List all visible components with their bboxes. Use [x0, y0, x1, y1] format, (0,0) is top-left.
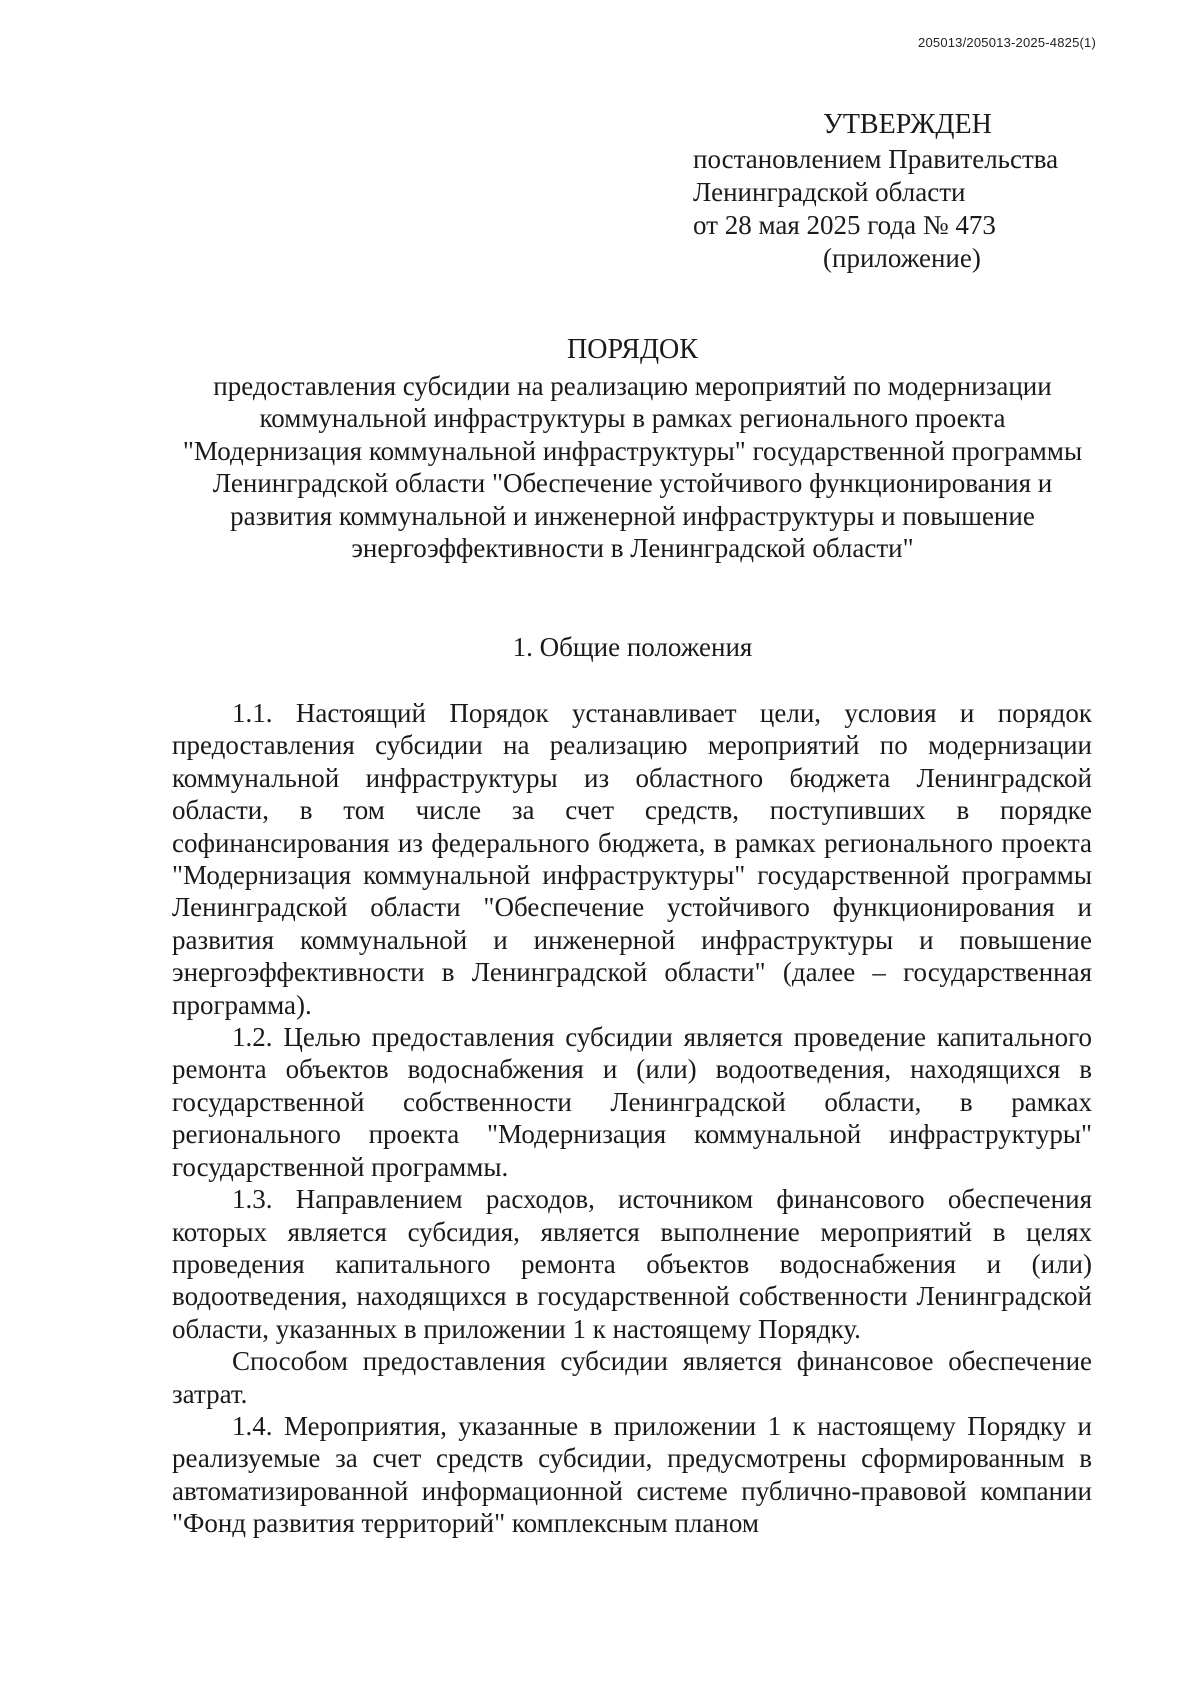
approval-stamp [693, 108, 1113, 275]
document-title-block [170, 334, 1095, 565]
document-title: ПОРЯДОК [567, 334, 698, 365]
document-subtitle: предоставления субсидии на реализацию мероприятий по модернизации коммунальной инфраструктуры в рамках регионального проекта "Модернизация коммунальной инфраструктуры" государственной программы Ленинградской области "Обеспечение устойчивого функционирования и развития коммунальной и инженерной инфраструктуры и повышение энергоэффективности в Ленинградской области" [182, 370, 1083, 563]
approval-line-4: (приложение) [823, 243, 981, 273]
approval-line-1: постановлением Правительства [693, 144, 1059, 174]
approval-line-3: от 28 мая 2025 года № 473 [693, 210, 996, 240]
paragraph-1-2: 1.2. Целью предоставления субсидии является проведение капитального ремонта объектов водоснабжения и (или) водоотведения, находящихся в государственной собственности Ленинградской области, в рамках регионального проекта "Модернизация коммунальной инфраструктуры" государственной программы. [172, 1022, 1092, 1182]
paragraph-1-4: 1.4. Мероприятия, указанные в приложении 1 к настоящему Порядку и реализуемые за счет средств субсидии, предусмотрены сформированным в автоматизированной информационной системе публично-правовой компании "Фонд развития территорий" комплексным планом [172, 1410, 1092, 1539]
section-heading: 1. Общие положения [512, 632, 753, 662]
paragraph-method: Способом предоставления субсидии является финансовое обеспечение затрат. [172, 1346, 1092, 1409]
document-id: 205013/205013-2025-4825(1) [918, 35, 1096, 50]
approval-title: УТВЕРЖДЕН [823, 109, 992, 140]
paragraph-1-3: 1.3. Направлением расходов, источником финансового обеспечения которых является субсидия, является выполнение мероприятий в целях проведения капитального ремонта объектов водоснабжения и (или) водоотведения, находящихся в государственной собственности Ленинградской области, указанных в приложении 1 к настоящему Порядку. [172, 1184, 1092, 1344]
approval-line-2: Ленинградской области [693, 177, 966, 207]
document-body [172, 697, 1092, 1540]
paragraph-1-1: 1.1. Настоящий Порядок устанавливает цели, условия и порядок предоставления субсидии на реализацию мероприятий по модернизации коммунальной инфраструктуры из областного бюджета Ленинградской области, в том числе за счет средств, поступивших в порядке софинансирования из федерального бюджета, в рамках регионального проекта "Модернизация коммунальной инфраструктуры" государственной программы Ленинградской области "Обеспечение устойчивого функционирования и развития коммунальной и инженерной инфраструктуры и повышение энергоэффективности в Ленинградской области" (далее – государственная программа). [172, 698, 1092, 1020]
